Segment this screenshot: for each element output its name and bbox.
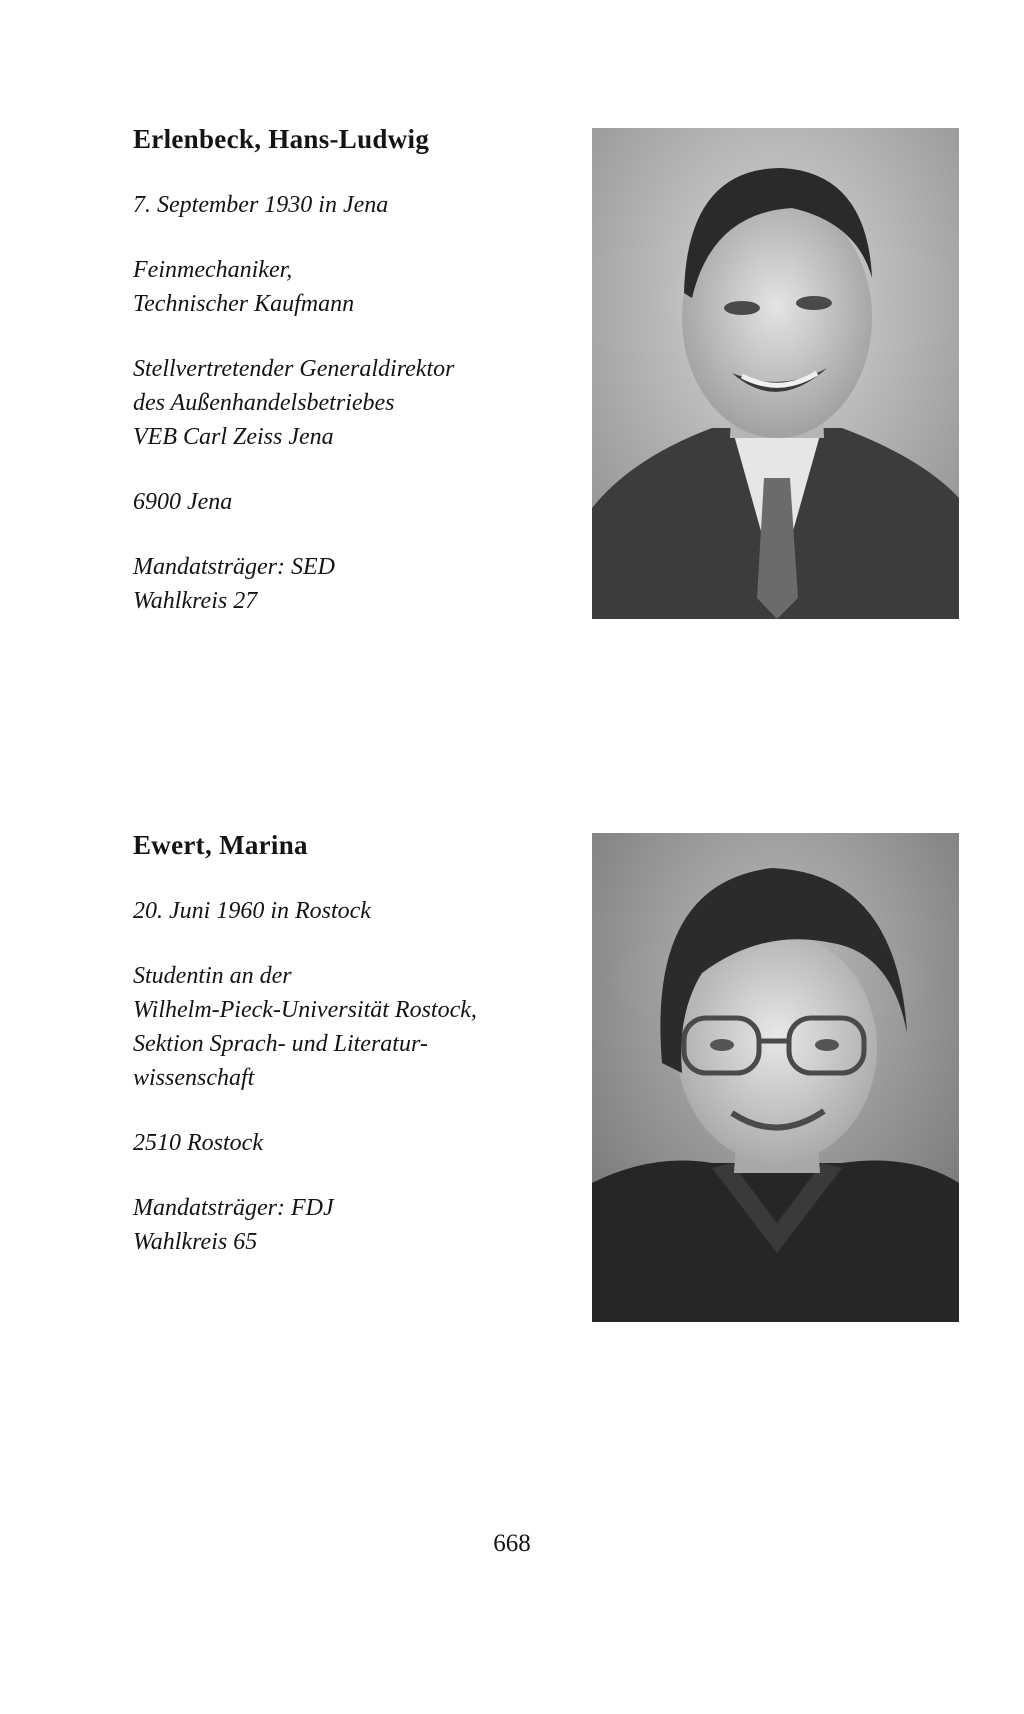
portrait-photo-erlenbeck [592,128,959,619]
mandate-line: Mandatsträger: FDJ [133,1195,334,1221]
birth-line: 7. September 1930 in Jena [133,192,389,218]
profession-line: Sektion Sprach- und Literatur- [133,1031,428,1057]
profession-line: wissenschaft [133,1065,255,1091]
birth-info [133,188,573,222]
mandate-line: Mandatsträger: SED [133,554,335,580]
position-line: Stellvertretender Generaldirektor [133,356,455,382]
portrait-man-icon [592,128,959,619]
person-name: Ewert, Marina [133,830,308,860]
location-line: 6900 Jena [133,489,233,515]
profession-line: Studentin an der [133,963,292,989]
entry-ewert [133,828,573,1290]
portrait-woman-icon [592,833,959,1322]
mandate-info [133,1191,573,1259]
district-line: Wahlkreis 65 [133,1229,258,1255]
position-line: des Außenhandelsbetriebes [133,390,395,416]
profession-info [133,253,573,321]
location-info [133,1126,573,1160]
position-info [133,352,573,454]
person-name: Erlenbeck, Hans-Ludwig [133,124,430,154]
location-line: 2510 Rostock [133,1130,263,1156]
location-info [133,485,573,519]
position-line: VEB Carl Zeiss Jena [133,424,334,450]
birth-line: 20. Juni 1960 in Rostock [133,898,371,924]
birth-info [133,894,573,928]
district-line: Wahlkreis 27 [133,588,258,614]
portrait-photo-ewert [592,833,959,1322]
profession-line: Technischer Kaufmann [133,291,355,317]
profession-line: Feinmechaniker, [133,257,293,283]
page-number: 668 [493,1530,531,1557]
profession-line: Wilhelm-Pieck-Universität Rostock, [133,997,477,1023]
profession-info [133,959,573,1095]
mandate-info [133,550,573,618]
entry-erlenbeck [133,122,573,649]
